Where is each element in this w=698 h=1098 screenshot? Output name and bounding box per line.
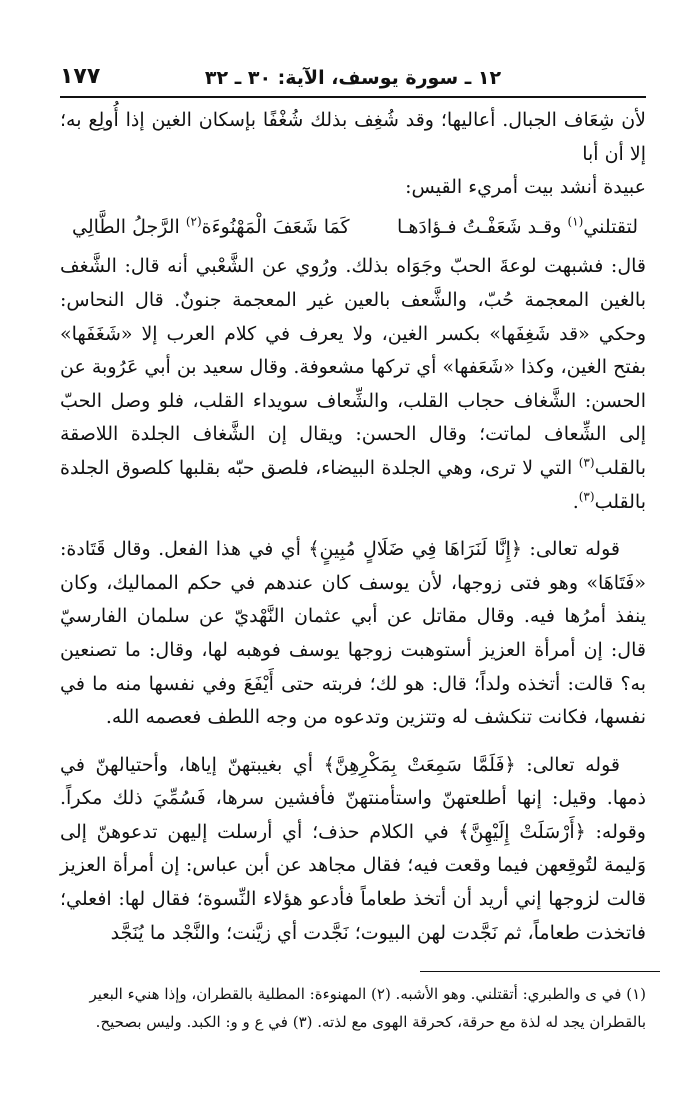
verse-left-a: كَمَا شَعَفَ الْمَهْنُوءَة [201, 215, 350, 238]
verse-right-a: لتقتلني [583, 215, 638, 238]
verse-right-b: وقـد شَعَفْـتُ فـؤادَهـا [397, 215, 568, 238]
paragraph-1-line-2: عبيدة أنشد بيت أمريء القيس: [405, 176, 646, 199]
running-title: ١٢ ـ سورة يوسف، الآية: ٣٠ ـ ٣٢ [204, 67, 502, 89]
paragraph-1 [60, 104, 646, 205]
paragraph-4: قوله تعالى: ﴿فَلَمَّا سَمِعَتْ بِمَكْرِهِنَّ﴾ أي بغيبتهنّ إياها، وأحتيالهنّ في ذمها. وقيل: إنها أطلعتهنّ واستأمنتهنّ فأفشين سرها، فَسُمِّيَ ذلك مكراً. وقوله: ﴿أَرْسَلَتْ إِلَيْهِنَّ﴾ في الكلام حذف؛ أي أرسلت إليهن تدعوهنّ إلى وَليمة لتُوقِعهن فيما وقعت فيه؛ فقال مجاهد عن أبن عباس: إن أمرأة العزيز قالت لزوجها إني أريد أن أتخذ طعاماً فأدعو هؤلاء النِّسوة؛ فقال لها: افعلي؛ فاتخذت طعاماً، ثم نَجَّدت لهن البيوت؛ نَجَّدت أي زيَّنت؛ والنَّجْد ما يُنَجَّد [60, 753, 646, 944]
page-header [60, 60, 646, 98]
footnote-ref-3a: (٣) [578, 455, 595, 470]
paragraph-2 [60, 250, 646, 519]
page-number: ١٧٧ [60, 64, 101, 89]
footnote-ref-2: (٢) [185, 214, 202, 229]
footnote-line-2: بالقطران يجد له لذة مع حرقة، كحرقة الهوى مع لذته. (٣) في ع و و: الكبد. وليس بصحيح. [95, 1013, 646, 1031]
footnote-ref-3b: (٣) [578, 489, 595, 504]
poetry-verse [60, 211, 646, 245]
main-text [60, 104, 646, 950]
footnote-ref-1: (١) [567, 214, 584, 229]
verse-left-b: الرَّجلُ الطَّالِي [72, 215, 186, 238]
paragraph-1-line-1: لأن شِعَاف الجبال. أعاليها؛ وقد شُغِف بذلك شُغْفًا بإسكان الغين إذا أُولِع به؛ إلا أن أبا [60, 109, 646, 165]
paragraph-2-c: . [572, 490, 579, 513]
footnote-line-1: (١) في ى والطبري: أتقتلني. وهو الأشبه. (٢) المهنوءة: المطلية بالقطران، وإذا هنيء البعير [89, 985, 646, 1003]
paragraph-3: قوله تعالى: ﴿إِنَّا لَنَرَاهَا فِي ضَلَالٍ مُبِينٍ﴾ أي في هذا الفعل. وقال قَتَادة: «فَتَاهَا» وهو فتى زوجها، لأن يوسف كان عندهم في حكم المماليك، وكان ينفذ أمرُها فيه. وقال مقاتل عن أبي عثمان النَّهْديّ عن سلمان الفارسيّ قال: إن أمرأة العزيز أستوهبت زوجها يوسف فوهبه لها، وقال: ما تصنعين به؟ قالت: أتخذه ولداً؛ قال: هو لك؛ فربته حتى أَيْفَعَ وفي نفسها منه ما في نفسها، فكانت تنكشف له وتتزين وتدعوه من وجه اللطف فعصمه الله. [60, 538, 646, 729]
verse-first-hemistich [397, 211, 638, 245]
verse-second-hemistich [72, 211, 350, 245]
footnotes [60, 980, 646, 1036]
footnote-divider [420, 971, 660, 972]
paragraph-2-a: قال: فشبهت لوعةَ الحبّ وجَوَاه بذلك. ورُوي عن الشَّعْبي أنه قال: الشَّغف بالغين المعجمة حُبّ، والشَّعف بالعين غير المعجمة جنونٌ. قال النحاس: وحكي «قد شَغِفَها» بكسر الغين، ولا يعرف في كلام العرب إلا «شَغَفَها» بفتح الغين، وكذا «شَعَفها» أي تركها مشعوفة. وقال سعيد بن أبي عَرُوبة عن الحسن: الشَّغاف حجاب القلب، والشِّعاف سويداء القلب، فلو وصل الحبّ إلى الشِّعاف لماتت؛ وقال الحسن: ويقال إن الشَّغاف الجلدة اللاصقة بالقلب [60, 255, 646, 479]
paragraph-2-b: التي لا ترى، وهي الجلدة البيضاء، فلصق حبّه بقلبها كلصوق الجلدة بالقلب [60, 456, 646, 513]
